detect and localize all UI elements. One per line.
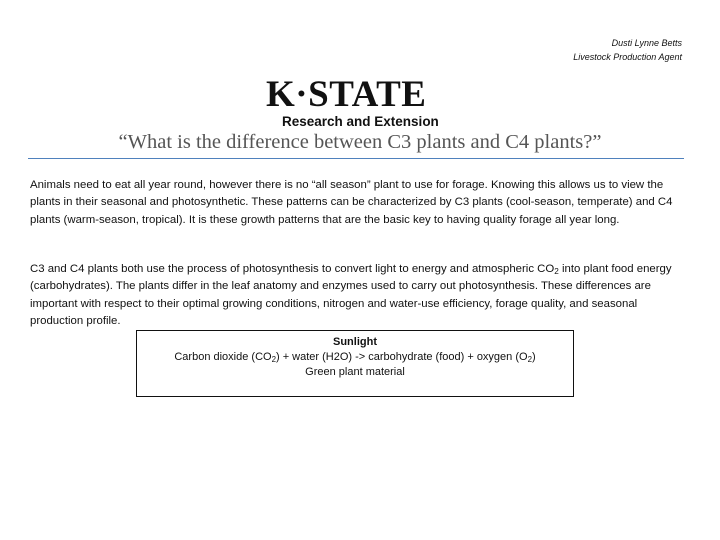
paragraph-text-start: C3 and C4 plants both use the process of photosynthesis to convert light to energy and atmospheric CO: [30, 263, 555, 275]
author-name: Dusti Lynne Betts: [611, 38, 682, 48]
logo-wordmark: K·STATE: [266, 74, 427, 115]
paragraph-photosynthesis: [30, 261, 690, 331]
page-title: “What is the difference between C3 plants and C4 plants?”: [118, 131, 602, 153]
equation-sunlight: Sunlight: [333, 336, 377, 348]
equation-formula: [137, 350, 573, 365]
equation-sub-a: 2: [271, 354, 276, 364]
paragraph-text-end: into plant food energy (carbohydrates). The plants differ in the leaf anatomy and enzymes used to carry out photosynthesis. These differences are important with respect to their optimal growing conditions, nitrogen and water-use efficiency, forage quality, and seasonal production profile.: [30, 263, 672, 328]
author-block: [573, 36, 682, 64]
subscript-two: 2: [554, 267, 559, 277]
equation-sub-b: 2: [527, 354, 532, 364]
logo-subtitle: Research and Extension: [282, 114, 439, 129]
equation-green-plant: Green plant material: [305, 366, 405, 378]
equation-part-a: Carbon dioxide (CO: [174, 351, 272, 363]
author-role: Livestock Production Agent: [573, 52, 682, 62]
photosynthesis-equation-box: [136, 330, 574, 397]
equation-part-c: ): [531, 351, 536, 363]
title-divider: [28, 158, 684, 159]
paragraph-intro: Animals need to eat all year round, however there is no “all season” plant to use for forage. Knowing this allows us to view the plants in their seasonal and photosynthetic. These patterns can be characterized by C3 plants (cool-season, temperate) and C4 plants (warm-season, tropical). It is these growth patterns that are the basic key to having quality forage all year long.: [30, 179, 673, 226]
k-state-logo: [266, 76, 456, 130]
equation-part-b: ) + water (H2O) -> carbohydrate (food) + oxygen (O: [275, 351, 528, 363]
